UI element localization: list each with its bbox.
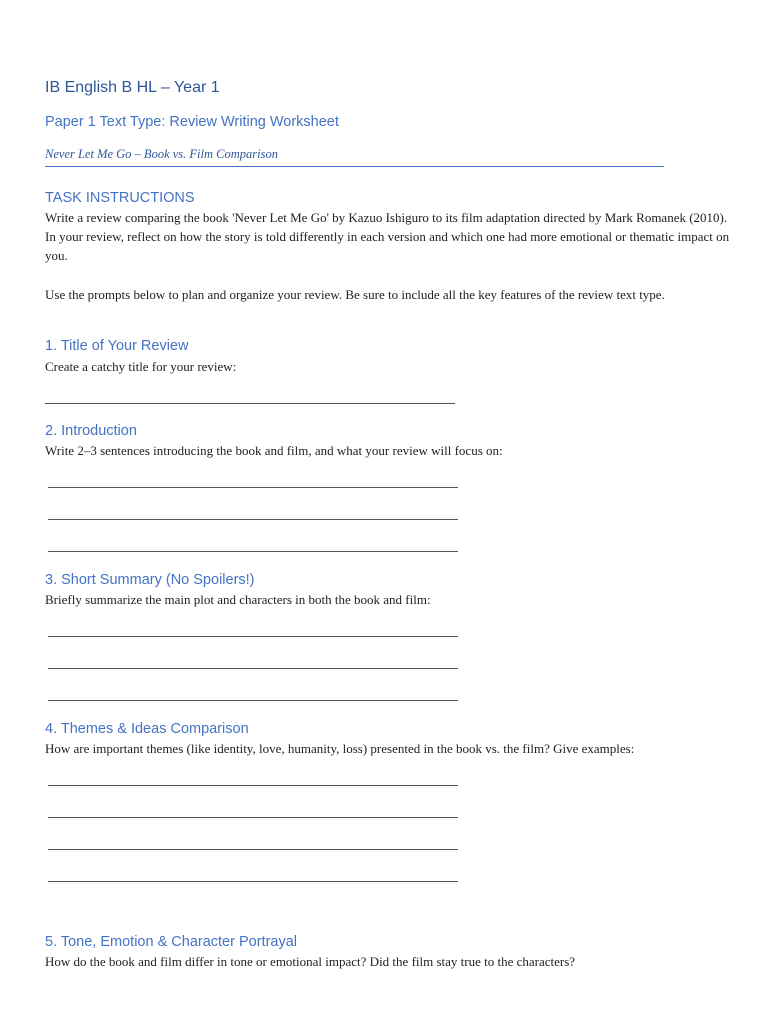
document-subtitle: Paper 1 Text Type: Review Writing Worksheet (45, 114, 339, 130)
document-title: IB English B HL – Year 1 (45, 79, 220, 96)
section-3-answer-line[interactable] (48, 700, 458, 701)
section-1-answer-line[interactable] (45, 403, 455, 404)
section-2-answer-line[interactable] (48, 519, 458, 520)
section-3-answer-line[interactable] (48, 636, 458, 637)
section-1-prompt: Create a catchy title for your review: (45, 359, 237, 374)
section-2-heading: 2. Introduction (45, 423, 137, 439)
section-1-heading: 1. Title of Your Review (45, 338, 189, 354)
section-4-answer-line[interactable] (48, 849, 458, 850)
section-3-prompt: Briefly summarize the main plot and characters in both the book and film: (45, 592, 431, 607)
section-4-answer-line[interactable] (48, 817, 458, 818)
section-4-prompt: How are important themes (like identity, love, humanity, loss) presented in the book vs. the film? Give examples: (45, 741, 635, 756)
section-2-answer-line[interactable] (48, 487, 458, 488)
section-4-answer-line[interactable] (48, 881, 458, 882)
task-instructions-paragraph-2: Use the prompts below to plan and organize your review. Be sure to include all the key features of the review text type. (45, 287, 665, 302)
section-5-prompt: How do the book and film differ in tone or emotional impact? Did the film stay true to the characters? (45, 954, 576, 969)
section-2-prompt: Write 2–3 sentences introducing the book and film, and what your review will focus on: (45, 443, 503, 458)
task-instructions-paragraph-1: Write a review comparing the book 'Never Let Me Go' by Kazuo Ishiguro to its film adaptation directed by Mark Romanek (2010). In your review, reflect on how the story is told differently in each version and which one had more emotional or thematic impact on you. (45, 210, 730, 263)
section-4-heading: 4. Themes & Ideas Comparison (45, 721, 249, 737)
document-topic: Never Let Me Go – Book vs. Film Comparison (45, 147, 278, 161)
section-3-heading: 3. Short Summary (No Spoilers!) (45, 572, 255, 588)
section-2-answer-line[interactable] (48, 551, 458, 552)
section-4-answer-line[interactable] (48, 785, 458, 786)
task-instructions-heading: TASK INSTRUCTIONS (45, 190, 195, 206)
section-5-heading: 5. Tone, Emotion & Character Portrayal (45, 934, 297, 950)
title-divider (45, 166, 664, 167)
section-3-answer-line[interactable] (48, 668, 458, 669)
